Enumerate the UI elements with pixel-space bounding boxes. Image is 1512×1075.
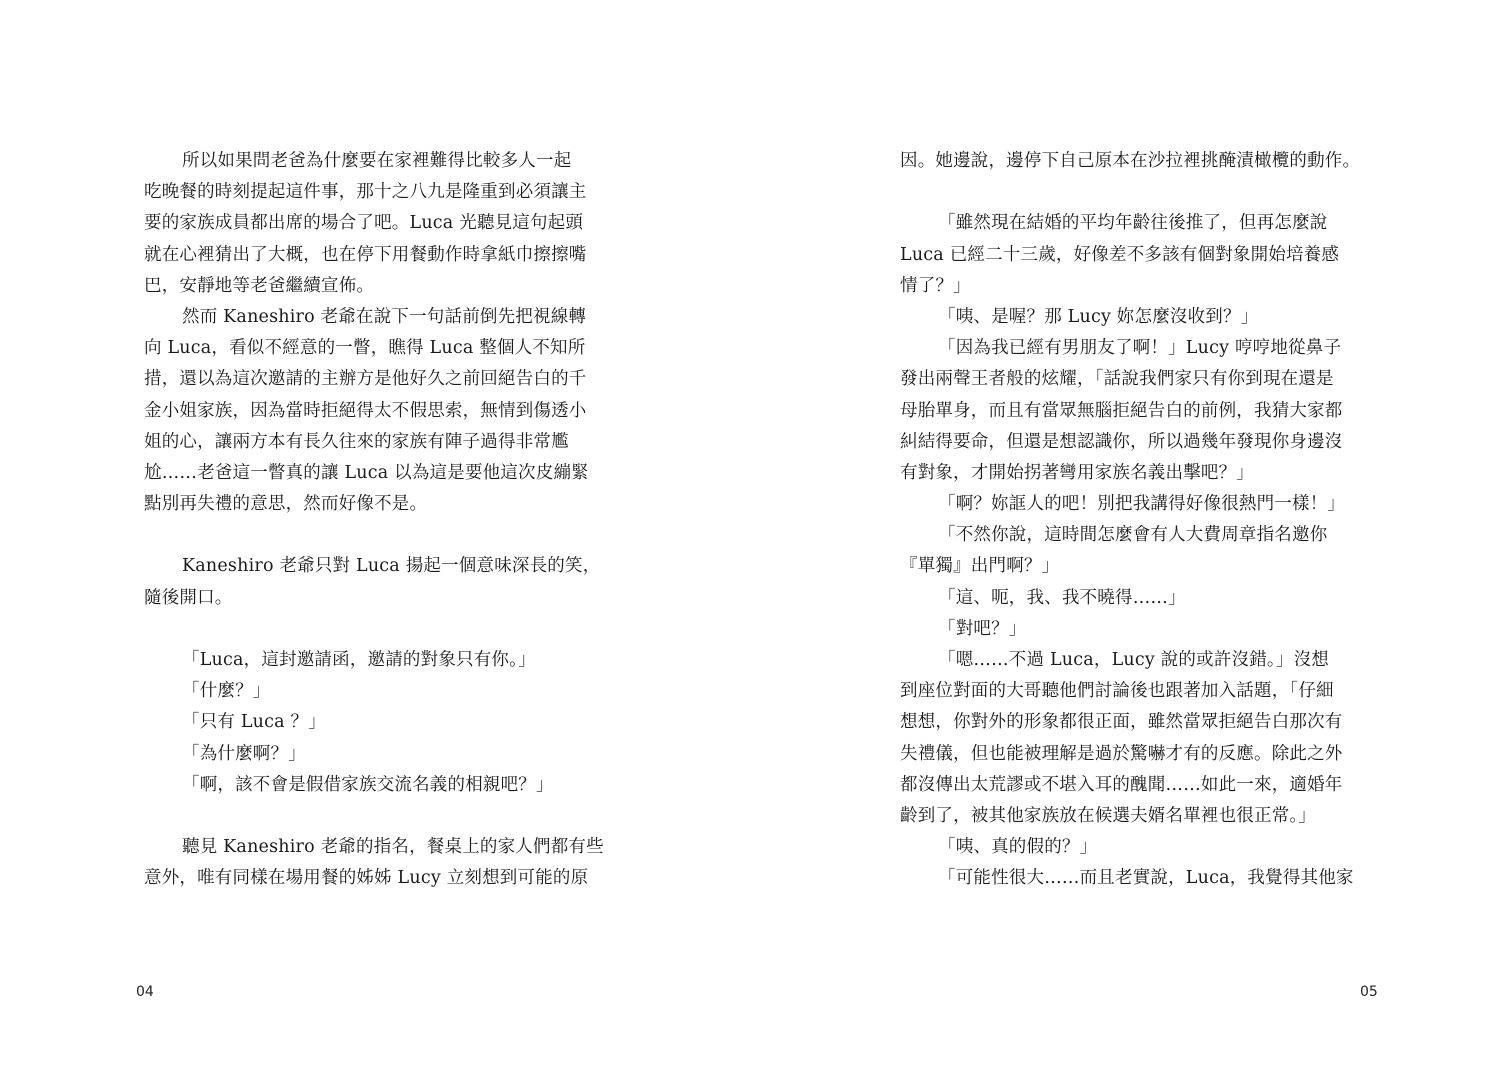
text-line: 糾結得要命，但還是想認識你，所以過幾年發現你身邊沒 [900, 431, 1343, 452]
text-line: 「Luca，這封邀請函，邀請的對象只有你。」 [182, 650, 536, 670]
text-line: 「為什麼啊？」 [182, 743, 306, 764]
text-line: 要的家族成員都出席的場合了吧。Luca 光聽見這句起頭 [144, 213, 584, 234]
left-page-number: 04 [136, 984, 154, 1000]
text-line: 姐的心，讓兩方本有長久往來的家族有陣子過得非常尷 [144, 431, 569, 452]
right-page-text [900, 146, 1370, 895]
text-line: 點別再失禮的意思，然而好像不是。 [144, 494, 428, 515]
text-line: 「不然你說，這時間怎麼會有人大費周章指名邀你 [938, 525, 1328, 546]
text-line: 因。她邊說，邊停下自己原本在沙拉裡挑醃漬橄欖的動作。 [900, 151, 1361, 171]
text-line: 『單獨』出門啊？」 [900, 556, 1060, 577]
text-line: 「對吧？」 [938, 618, 1027, 639]
text-line [144, 801, 614, 832]
text-line: 「可能性很大……而且老實說，Luca，我覺得其他家 [938, 868, 1354, 889]
text-line: 「只有 Luca ？」 [182, 712, 326, 733]
text-line: 失禮儀，但也能被理解是過於驚嚇才有的反應。除此之外 [900, 743, 1343, 764]
right-page-number: 05 [1360, 984, 1378, 1000]
text-line: 就在心裡猜出了大概，也在停下用餐動作時拿紙巾擦擦嘴 [144, 244, 587, 265]
text-line: 金小姐家族，因為當時拒絕得太不假思索，無情到傷透小 [144, 400, 587, 421]
text-line: 發出兩聲王者般的炫耀，「話說我們家只有你到現在還是 [900, 369, 1334, 390]
text-line: 有對象，才開始拐著彎用家族名義出擊吧？」 [900, 462, 1254, 483]
text-line: 措，還以為這次邀請的主辦方是他好久之前回絕告白的千 [144, 369, 587, 390]
text-line [900, 177, 1370, 208]
text-line [144, 614, 614, 645]
text-line: 吃晚餐的時刻提起這件事，那十之八九是隆重到必須讓主 [144, 182, 587, 203]
text-line: 都沒傳出太荒謬或不堪入耳的醜聞……如此一來，適婚年 [900, 774, 1343, 795]
text-line: 向 Luca，看似不經意的一瞥，瞧得 Luca 整個人不知所 [144, 338, 586, 359]
text-line: 「咦、真的假的？」 [938, 837, 1098, 858]
left-page-text [144, 146, 614, 895]
text-line: 然而 Kaneshiro 老爺在說下一句話前倒先把視線轉 [182, 306, 587, 327]
text-line: 「這、呃，我、我不曉得……」 [938, 587, 1186, 608]
text-line: 「啊，該不會是假借家族交流名義的相親吧？」 [182, 774, 554, 795]
text-line: 「什麼？」 [182, 681, 271, 702]
text-line: 聽見 Kaneshiro 老爺的指名，餐桌上的家人們都有些 [182, 837, 604, 858]
text-line: 情了？」 [900, 275, 971, 296]
text-line: 「嗯……不過 Luca，Lucy 說的或許沒錯。」沒想 [938, 650, 1329, 670]
text-line: 尬……老爸這一瞥真的讓 Luca 以為這是要他這次皮繃緊 [144, 462, 589, 483]
text-line: 母胎單身，而且有當眾無腦拒絕告白的前例，我猜大家都 [900, 400, 1343, 421]
text-line: 「啊？妳誆人的吧！別把我講得好像很熱門一樣！」 [938, 494, 1346, 515]
text-line: 所以如果問老爸為什麼要在家裡難得比較多人一起 [182, 151, 572, 171]
text-line: 「雖然現在結婚的平均年齡往後推了，但再怎麼說 [938, 213, 1328, 234]
text-line: 隨後開口。 [144, 587, 233, 608]
text-line: 想想，你對外的形象都很正面，雖然當眾拒絕告白那次有 [900, 712, 1343, 733]
text-line: 齡到了，被其他家族放在候選夫婿名單裡也很正常。」 [900, 805, 1317, 826]
text-line: 巴，安靜地等老爸繼續宣佈。 [144, 275, 375, 296]
text-line: Luca 已經二十三歲，好像差不多該有個對象開始培養感 [900, 244, 1340, 265]
text-line: 到座位對面的大哥聽他們討論後也跟著加入話題，「仔細 [900, 681, 1334, 702]
text-line: 「因為我已經有男朋友了啊！」Lucy 哼哼地從鼻子 [938, 338, 1342, 359]
text-line: 「咦、是喔？那 Lucy 妳怎麼沒收到？」 [938, 306, 1259, 327]
text-line: Kaneshiro 老爺只對 Luca 揚起一個意味深長的笑， [182, 556, 601, 577]
text-line [144, 520, 614, 551]
text-line: 意外，唯有同樣在場用餐的姊姊 Lucy 立刻想到可能的原 [144, 868, 589, 889]
